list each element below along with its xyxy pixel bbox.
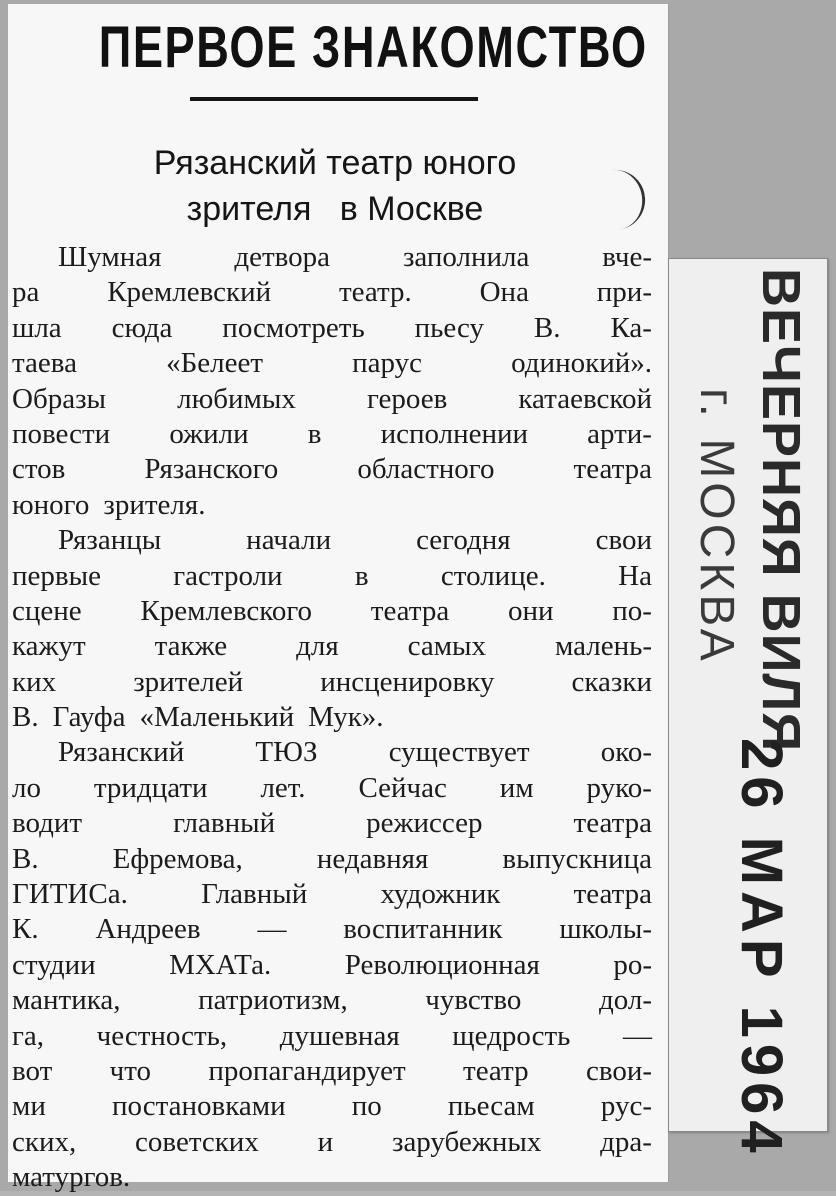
word: Рязанского xyxy=(144,453,279,486)
text-line xyxy=(12,523,652,558)
word: Рязанский xyxy=(58,736,185,769)
text-line xyxy=(12,700,652,735)
text-line xyxy=(12,629,652,664)
word: В. xyxy=(12,842,39,875)
word: стов xyxy=(12,453,66,486)
word: — xyxy=(623,1019,652,1052)
text-line xyxy=(12,983,652,1018)
word: начали xyxy=(246,524,332,557)
word: свои- xyxy=(585,1054,652,1087)
word: тридцати xyxy=(93,771,208,804)
word: патриотизм, xyxy=(198,984,348,1017)
text-line xyxy=(12,912,652,947)
article-paragraph xyxy=(12,523,652,735)
word: что xyxy=(109,1054,152,1087)
word: в xyxy=(307,417,322,450)
text-line xyxy=(12,1054,652,1089)
word: вот xyxy=(12,1054,53,1087)
word: также xyxy=(154,630,228,663)
text-line xyxy=(12,842,652,877)
word: при- xyxy=(596,276,652,309)
word: Кремлевский xyxy=(107,276,272,309)
word: в xyxy=(354,559,369,592)
word: «Маленький xyxy=(139,701,295,734)
word: ло xyxy=(12,771,41,804)
word: ких xyxy=(12,665,57,698)
word: областного xyxy=(357,453,495,486)
word: Кремлевского xyxy=(140,594,313,627)
word: школы- xyxy=(559,913,652,946)
subhead-line: Рязанский театр юного xyxy=(153,144,517,182)
word: руко- xyxy=(586,771,652,804)
word: ожили xyxy=(169,417,249,450)
word: ГИТИСа. xyxy=(12,878,128,911)
word: шла xyxy=(12,311,62,344)
text-line xyxy=(12,806,652,841)
word: зрителя. xyxy=(103,488,206,521)
text-line xyxy=(12,877,652,912)
word: пьесу xyxy=(414,311,484,344)
word: героев xyxy=(366,382,448,415)
word: Сейчас xyxy=(358,771,447,804)
word: сказки xyxy=(571,665,652,698)
stamp-city: г. МОСКВА xyxy=(690,388,743,665)
word: гастроли xyxy=(173,559,283,592)
word: им xyxy=(499,771,534,804)
text-line xyxy=(12,452,652,487)
word: парус xyxy=(352,347,423,380)
word: мантика, xyxy=(12,984,121,1017)
word: театра xyxy=(573,807,652,840)
word: Рязанцы xyxy=(58,524,162,557)
article-paragraph xyxy=(12,735,652,1195)
text-line xyxy=(12,1089,652,1124)
word: для xyxy=(296,630,339,663)
text-line xyxy=(12,346,652,381)
word: советских xyxy=(135,1125,259,1158)
text-line xyxy=(12,735,652,770)
word: дра- xyxy=(600,1125,652,1158)
word: юного xyxy=(12,488,90,521)
word: лет. xyxy=(260,771,306,804)
word: рус- xyxy=(600,1090,652,1123)
text-line xyxy=(12,665,652,700)
word: К. xyxy=(12,913,39,946)
word: они xyxy=(507,594,554,627)
word: зарубежных xyxy=(391,1125,542,1158)
article-headline: ПЕРВОЕ ЗНАКОМСТВО xyxy=(98,15,648,80)
text-line xyxy=(12,771,652,806)
word: сцене xyxy=(12,594,82,627)
word: по- xyxy=(612,594,652,627)
word: Андреев xyxy=(95,913,201,946)
word: душевная xyxy=(279,1019,400,1052)
word: ра xyxy=(12,276,40,309)
word: по xyxy=(351,1090,382,1123)
word: га, xyxy=(12,1019,45,1052)
word: выпускница xyxy=(502,842,652,875)
word: — xyxy=(257,913,287,946)
stamp-newspaper-name: ВЕЧЕРНЯЯ ВИЛЯ xyxy=(751,268,811,753)
word: малень- xyxy=(554,630,652,663)
word: Ефремова, xyxy=(112,842,243,875)
article-subhead xyxy=(70,140,600,232)
word: водит xyxy=(12,807,83,840)
word: заполнила xyxy=(402,241,530,273)
word: Образы xyxy=(12,382,107,415)
word: МХАТа. xyxy=(169,948,272,981)
text-line xyxy=(12,382,652,417)
word: самых xyxy=(407,630,487,663)
word: «Белеет xyxy=(166,347,263,380)
word: постановками xyxy=(112,1090,286,1123)
word: недавняя xyxy=(316,842,429,875)
word: сюда xyxy=(111,311,173,344)
text-line xyxy=(12,594,652,629)
word: честность, xyxy=(96,1019,228,1052)
word: свои xyxy=(595,524,652,557)
text-line xyxy=(12,417,652,452)
word: ских, xyxy=(12,1125,77,1158)
word: катаевской xyxy=(518,382,652,415)
text-line xyxy=(12,948,652,983)
word: ми xyxy=(12,1090,46,1123)
word: театра xyxy=(370,594,450,627)
word: Шумная xyxy=(58,241,162,273)
text-line xyxy=(12,275,652,310)
word: око- xyxy=(600,736,652,769)
word: посмотреть xyxy=(222,311,365,344)
word: Гауфа xyxy=(52,701,126,734)
headline-rule xyxy=(190,97,478,101)
word: и xyxy=(317,1125,334,1158)
word: режиссер xyxy=(366,807,483,840)
text-line xyxy=(12,1125,652,1160)
word: арти- xyxy=(587,417,652,450)
word: художник xyxy=(380,878,501,911)
subhead-line: зрителя в Москве xyxy=(186,190,484,228)
word: ТЮЗ xyxy=(255,736,318,769)
text-line xyxy=(12,240,652,275)
article-body xyxy=(12,240,652,1196)
word: одинокий». xyxy=(511,347,652,380)
word: столице. xyxy=(440,559,546,592)
word: чувство xyxy=(425,984,522,1017)
word: На xyxy=(618,559,652,592)
word: пропагандирует xyxy=(208,1054,406,1087)
word: таева xyxy=(12,347,77,380)
word: инсценировку xyxy=(320,665,495,698)
word: театр xyxy=(463,1054,529,1087)
word: первые xyxy=(12,559,101,592)
text-line xyxy=(12,1019,652,1054)
word: кажут xyxy=(12,630,86,663)
word: студии xyxy=(12,948,96,981)
date-stamp xyxy=(676,268,816,1159)
word: сегодня xyxy=(416,524,511,557)
word: ро- xyxy=(613,948,652,981)
word: зрителей xyxy=(133,665,244,698)
word: Мук». xyxy=(308,701,384,734)
word: существует xyxy=(388,736,530,769)
text-line xyxy=(12,1160,652,1195)
stamp-date: 26 МАР 1964 xyxy=(729,738,794,1159)
word: повести xyxy=(12,417,111,450)
word: Революционная xyxy=(344,948,540,981)
word: В. xyxy=(533,311,561,344)
word: матургов. xyxy=(12,1161,131,1194)
word: В. xyxy=(12,701,39,734)
word: театр. xyxy=(338,276,412,309)
word: дол- xyxy=(598,984,652,1017)
word: Главный xyxy=(201,878,308,911)
word: исполнении xyxy=(380,417,529,450)
text-line xyxy=(12,559,652,594)
word: театра xyxy=(573,878,652,911)
text-line xyxy=(12,311,652,346)
word: Ка- xyxy=(610,311,652,344)
article-paragraph xyxy=(12,240,652,523)
word: вче- xyxy=(602,241,652,273)
word: любимых xyxy=(177,382,296,415)
word: воспитанник xyxy=(343,913,503,946)
word: Она xyxy=(479,276,529,309)
word: театра xyxy=(573,453,652,486)
word: пьесам xyxy=(447,1090,535,1123)
text-line xyxy=(12,488,652,523)
word: щедрость xyxy=(452,1019,571,1052)
word: детвора xyxy=(234,241,331,273)
word: главный xyxy=(173,807,276,840)
